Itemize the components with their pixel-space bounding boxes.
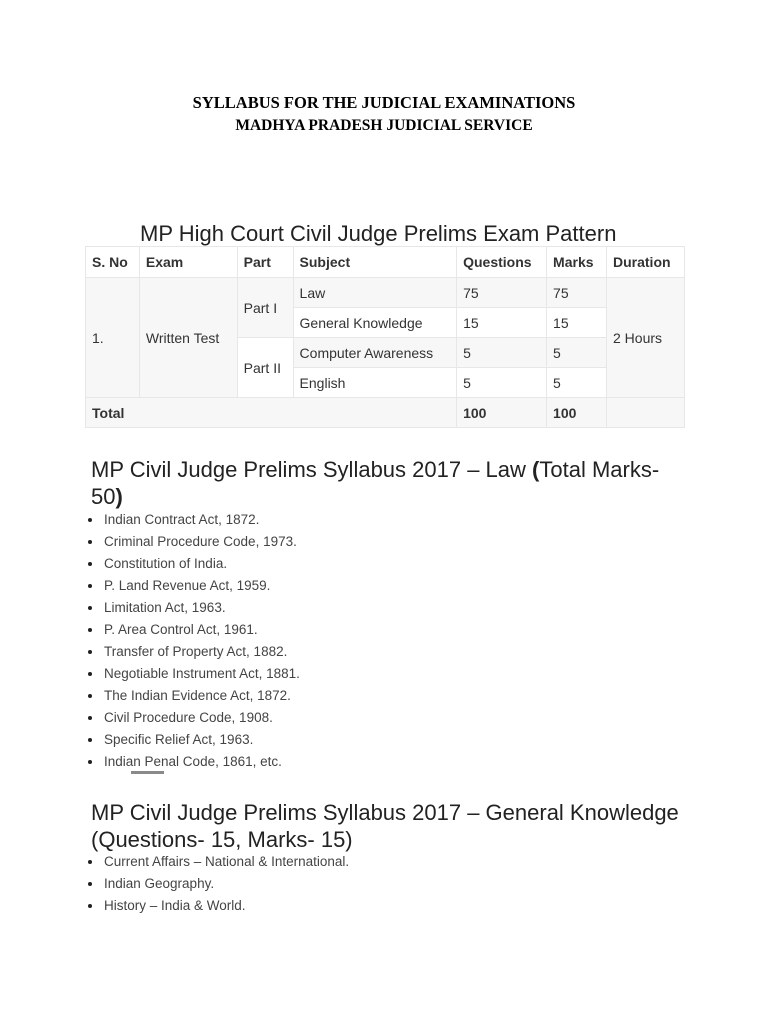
list-item: Negotiable Instrument Act, 1881.: [86, 663, 300, 685]
total-duration-empty: [607, 398, 685, 428]
list-item: Civil Procedure Code, 1908.: [86, 707, 300, 729]
subject-cell: General Knowledge: [293, 308, 457, 338]
subject-cell: Law: [293, 278, 457, 308]
column-header: Marks: [547, 247, 607, 278]
total-marks: 100: [547, 398, 607, 428]
document-subtitle: MADHYA PRADESH JUDICIAL SERVICE: [235, 117, 533, 134]
table-header-row: [86, 247, 685, 278]
questions-cell: 5: [457, 368, 547, 398]
text-underline-mark: [131, 771, 164, 774]
list-item: Specific Relief Act, 1963.: [86, 729, 300, 751]
questions-cell: 75: [457, 278, 547, 308]
list-item: Current Affairs – National & International.: [86, 851, 349, 873]
document-title: SYLLABUS FOR THE JUDICIAL EXAMINATIONS: [192, 93, 576, 112]
list-item: Limitation Act, 1963.: [86, 597, 300, 619]
marks-cell: 75: [547, 278, 607, 308]
exam-pattern-table: [85, 246, 685, 428]
marks-cell: 15: [547, 308, 607, 338]
list-item: Indian Penal Code, 1861, etc.: [86, 751, 300, 773]
subject-cell: Computer Awareness: [293, 338, 457, 368]
column-header: Subject: [293, 247, 457, 278]
gk-syllabus-list: [86, 851, 349, 917]
column-header: Duration: [607, 247, 685, 278]
marks-cell: 5: [547, 368, 607, 398]
part-cell: Part II: [237, 338, 293, 398]
list-item: Indian Contract Act, 1872.: [86, 509, 300, 531]
marks-cell: 5: [547, 338, 607, 368]
questions-cell: 15: [457, 308, 547, 338]
table-row: [86, 278, 685, 308]
column-header: S. No: [86, 247, 140, 278]
exam-cell: Written Test: [139, 278, 237, 398]
law-syllabus-heading: [91, 456, 691, 510]
list-item: The Indian Evidence Act, 1872.: [86, 685, 300, 707]
law-syllabus-list: [86, 509, 300, 773]
gk-syllabus-heading: MP Civil Judge Prelims Syllabus 2017 – General Knowledge (Questions- 15, Marks- 15): [91, 800, 679, 852]
column-header: Part: [237, 247, 293, 278]
column-header: Exam: [139, 247, 237, 278]
list-item: P. Area Control Act, 1961.: [86, 619, 300, 641]
exam-pattern-heading: MP High Court Civil Judge Prelims Exam Pattern: [140, 221, 617, 246]
list-item: Transfer of Property Act, 1882.: [86, 641, 300, 663]
list-item: Constitution of India.: [86, 553, 300, 575]
list-item: P. Land Revenue Act, 1959.: [86, 575, 300, 597]
questions-cell: 5: [457, 338, 547, 368]
list-item: Criminal Procedure Code, 1973.: [86, 531, 300, 553]
law-heading-open-paren: (: [532, 457, 540, 482]
law-heading-marks: Total Marks- 50: [91, 457, 660, 509]
part-cell: Part I: [237, 278, 293, 338]
column-header: Questions: [457, 247, 547, 278]
total-questions: 100: [457, 398, 547, 428]
total-label: Total: [86, 398, 457, 428]
duration-cell: 2 Hours: [607, 278, 685, 398]
law-heading-close-paren: ): [115, 484, 123, 509]
law-heading-text: MP Civil Judge Prelims Syllabus 2017 – Law: [91, 457, 533, 482]
subject-cell: English: [293, 368, 457, 398]
serial-cell: 1.: [86, 278, 140, 398]
total-row: [86, 398, 685, 428]
list-item: Indian Geography.: [86, 873, 349, 895]
list-item: History – India & World.: [86, 895, 349, 917]
